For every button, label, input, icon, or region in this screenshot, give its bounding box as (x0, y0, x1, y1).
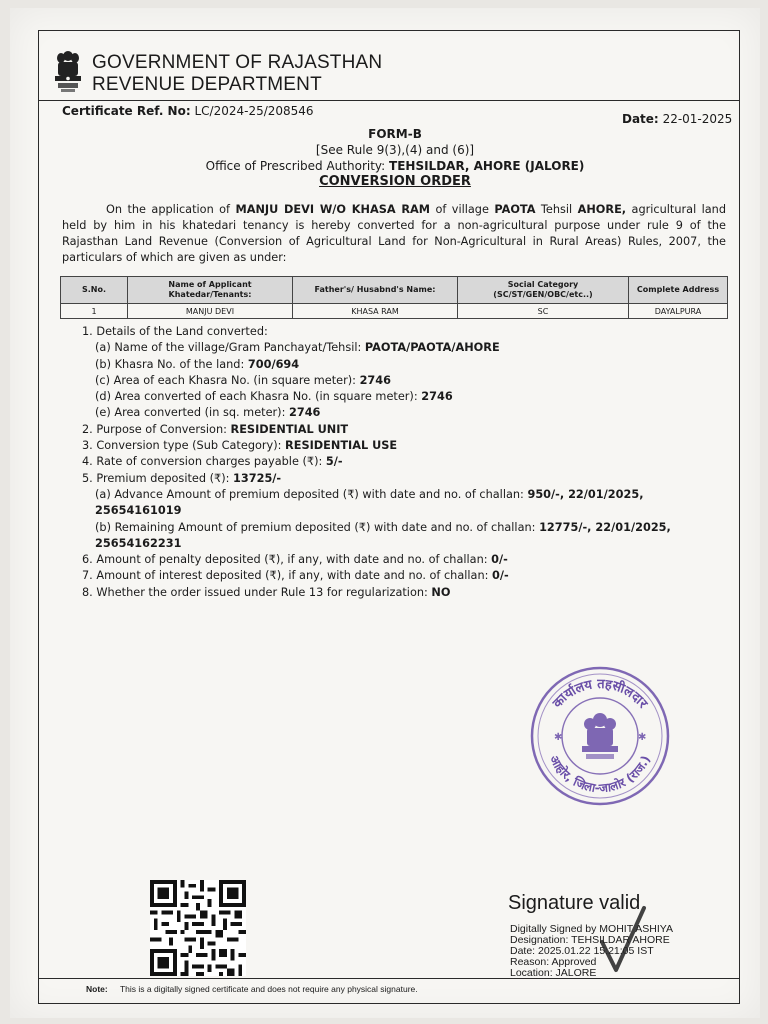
ref-number: LC/2024-25/208546 (194, 104, 314, 118)
list-item: 5. Premium deposited (₹): 13725/- (82, 471, 282, 485)
list-item: (c) Area of each Khasra No. (in square meter): 2746 (95, 373, 392, 387)
header-line-2: REVENUE DEPARTMENT (92, 74, 322, 95)
table-row (61, 304, 728, 319)
intro-paragraph: On the application of MANJU DEVI W/O KHASA RAM of village PAOTA Tehsil AHORE, agricultural land held by him in his khatedari tenancy is hereby converted for a non-agricultural purpose under rule 9 of the Rajasthan Land Revenue (Conversion of Agricultural Land for Non-Agricultural in Rural Areas) Rules, 2007, the particulars of which are given as under: (62, 203, 727, 264)
table-header-cell: Father's/ Husabnd's Name: (293, 277, 458, 304)
signature-location: Location: JALORE (510, 967, 597, 979)
signature-reason: Reason: Approved (510, 956, 597, 968)
table-cell: DAYALPURA (629, 304, 728, 319)
svg-text:✱: ✱ (638, 732, 647, 743)
table-header-cell: Name of Applicant Khatedar/Tenants: (128, 277, 293, 304)
list-item: (a) Name of the village/Gram Panchayat/Tehsil: PAOTA/PAOTA/AHORE (95, 341, 500, 355)
svg-text:कार्यालय तहसीलदार: कार्यालय तहसीलदार (550, 676, 651, 712)
list-item: 1. Details of the Land converted: (82, 325, 268, 338)
header-divider (38, 100, 740, 101)
certificate-date: Date: 22-01-2025 (622, 112, 733, 126)
table-header-cell: S.No. (61, 277, 128, 304)
footer-note: Note: This is a digitally signed certificate and does not require any physical signature. (86, 984, 418, 994)
table-header-cell: Complete Address (629, 277, 728, 304)
list-item: 3. Conversion type (Sub Category): RESIDENTIAL USE (82, 439, 398, 453)
signed-by: Digitally Signed by MOHIT ASHIYA (510, 923, 674, 935)
list-item: 6. Amount of penalty deposited (₹), if any, with date and no. of challan: 0/- (82, 553, 508, 567)
svg-text:आहोर, जिला-जालोर (राज.): आहोर, जिला-जालोर (राज.) (546, 752, 653, 796)
tehsildar-seal-icon (526, 664, 674, 808)
list-item: (b) Khasra No. of the land: 700/694 (95, 357, 300, 371)
list-item: 25654162231 (95, 536, 182, 550)
list-item: (d) Area converted of each Khasra No. (in square meter): 2746 (95, 390, 453, 404)
signer-designation: Designation: TEHSILDAR AHORE (510, 934, 670, 946)
list-item: 4. Rate of conversion charges payable (₹): 5/- (82, 455, 343, 469)
certificate-sheet (10, 8, 760, 1018)
signature-details (510, 924, 673, 979)
conversion-order-title: CONVERSION ORDER (319, 174, 471, 189)
table-cell: SC (458, 304, 629, 319)
form-rule: [See Rule 9(3),(4) and (6)] (315, 143, 475, 157)
footer-divider (38, 978, 740, 979)
list-item: 2. Purpose of Conversion: RESIDENTIAL UNIT (82, 422, 349, 436)
table-cell: KHASA RAM (293, 304, 458, 319)
certificate-ref: Certificate Ref. No: LC/2024-25/208546 (62, 104, 314, 118)
state-emblem-icon (52, 48, 84, 94)
header-line-1: GOVERNMENT OF RAJASTHAN (92, 52, 383, 73)
list-item: (b) Remaining Amount of premium deposited (₹) with date and no. of challan: 12775/-, 22/01/2025, (95, 520, 671, 534)
office-line: Office of Prescribed Authority: TEHSILDAR, AHORE (JALORE) (205, 159, 585, 173)
form-heading (160, 126, 630, 190)
land-details-list (82, 324, 732, 601)
list-item: (e) Area converted (in sq. meter): 2746 (95, 406, 321, 420)
list-item: 8. Whether the order issued under Rule 13 for regularization: NO (82, 585, 451, 599)
government-header (92, 52, 382, 96)
list-item: 7. Amount of interest deposited (₹), if any, with date and no. of challan: 0/- (82, 569, 509, 583)
signature-status: Signature valid (508, 892, 641, 914)
applicant-table (60, 276, 728, 319)
list-item: (a) Advance Amount of premium deposited (₹) with date and no. of challan: 950/-, 22/01/2025, 25654161019 (95, 487, 644, 518)
table-header-row (61, 277, 728, 304)
table-cell: 1 (61, 304, 128, 319)
svg-text:✱: ✱ (554, 732, 563, 743)
table-cell: MANJU DEVI (128, 304, 293, 319)
table-header-cell: Social Category (SC/ST/GEN/OBC/etc..) (458, 277, 629, 304)
signature-date: Date: 2025.01.22 15:21:05 IST (510, 945, 654, 957)
qr-code-icon (150, 880, 246, 976)
date-value: 22-01-2025 (662, 112, 733, 126)
form-name: FORM-B (368, 127, 422, 141)
signature-check-icon (598, 904, 648, 984)
